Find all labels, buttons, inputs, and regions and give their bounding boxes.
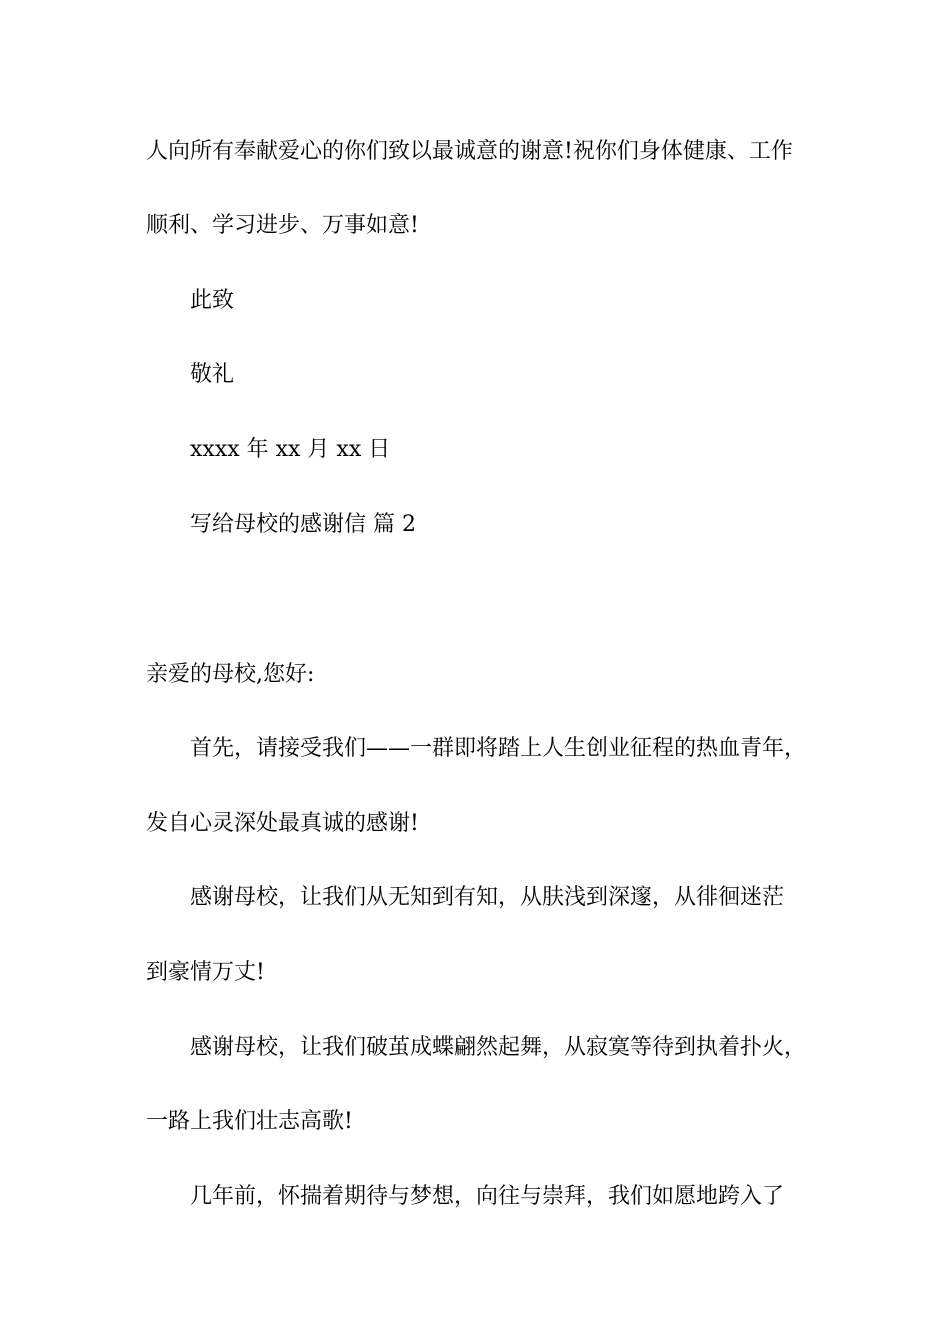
paragraph-line: 顺利、学习进步、万事如意! <box>146 213 419 238</box>
paragraph-line: 感谢母校，让我们破茧成蝶翩然起舞，从寂寞等待到执着扑火， <box>190 1035 807 1060</box>
paragraph-line: 到豪情万丈! <box>146 960 265 985</box>
paragraph-line: 一路上我们壮志高歌! <box>146 1109 353 1134</box>
paragraph-line: 感谢母校，让我们从无知到有知，从肤浅到深邃，从徘徊迷茫 <box>190 885 785 910</box>
paragraph-line: 首先，请接受我们——一群即将踏上人生创业征程的热血青年， <box>190 736 807 761</box>
letter-greeting: 亲爱的母校,您好: <box>146 662 315 687</box>
paragraph-line: 发自心灵深处最真诚的感谢! <box>146 811 419 836</box>
closing-salutation: 此致 <box>190 288 235 313</box>
letter-date: xxxx 年 xx 月 xx 日 <box>190 437 391 462</box>
paragraph-line: 几年前，怀揣着期待与梦想，向往与崇拜，我们如愿地跨入了 <box>190 1184 785 1209</box>
closing-regards: 敬礼 <box>190 362 235 387</box>
section-heading: 写给母校的感谢信 篇 2 <box>190 512 416 537</box>
paragraph-line: 人向所有奉献爱心的你们致以最诚意的谢意!祝你们身体健康、工作 <box>146 139 793 164</box>
